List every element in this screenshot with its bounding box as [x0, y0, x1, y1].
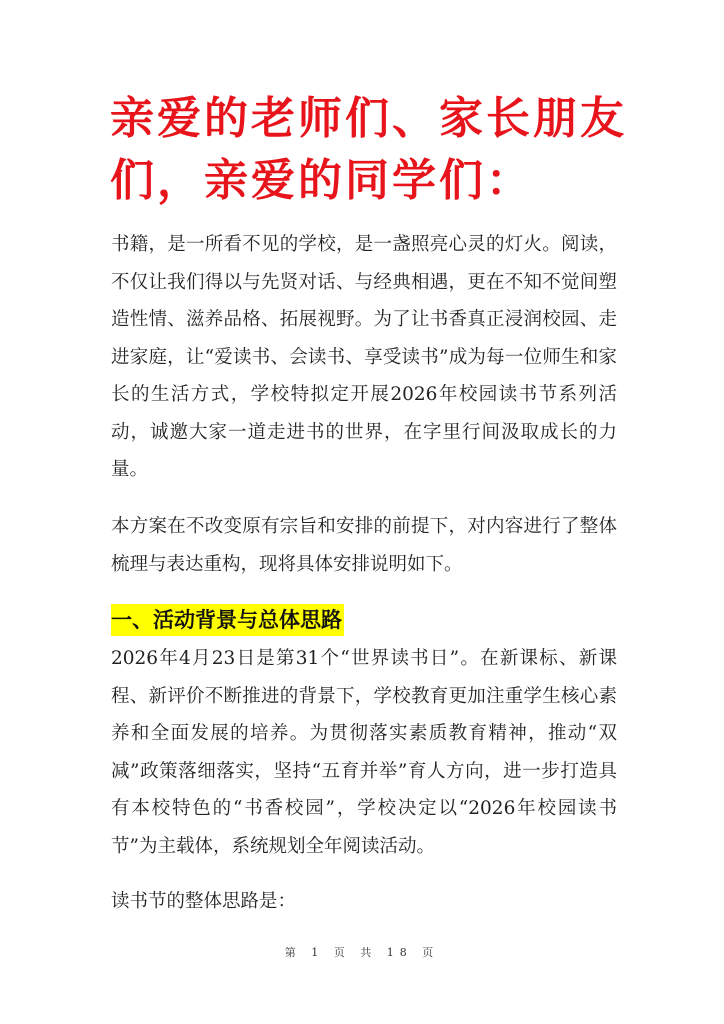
page-title: 亲爱的老师们、家长朋友们，亲爱的同学们： — [110, 93, 627, 206]
page-number-footer: 第 1 页 共 18 页 — [284, 946, 440, 959]
section-1-paragraph-2: 读书节的整体思路是： — [111, 891, 297, 912]
intro-paragraph-1: 书籍，是一所看不见的学校，是一盏照亮心灵的灯火。阅读，不仅让我们得以与先贤对话、与经典相遇，更在不知不觉间塑造性情、滋养品格、拓展视野。为了让书香真正浸润校园、走进家庭，让“爱读书、会读书、享受读书”成为每一位师生和家长的生活方式，学校特拟定开展2026年校园读书节系列活动，诚邀大家一道走进书的世界，在字里行间汲取成长的力量。 — [111, 234, 617, 480]
intro-paragraph-2: 本方案在不改变原有宗旨和安排的前提下，对内容进行了整体梳理与表达重构，现将具体安排说明如下。 — [111, 516, 617, 575]
section-heading-background: 一、活动背景与总体思路 — [111, 604, 344, 636]
section-1-paragraph-1: 2026年4月23日是第31个“世界读书日”。在新课标、新课程、新评价不断推进的背景下，学校教育更加注重学生核心素养和全面发展的培养。为贯彻落实素质教育精神，推动“双减”政策落细落实，坚持“五育并举”育人方向，进一步打造具有本校特色的“书香校园”，学校决定以“2026年校园读书节”为主载体，系统规划全年阅读活动。 — [111, 648, 617, 857]
